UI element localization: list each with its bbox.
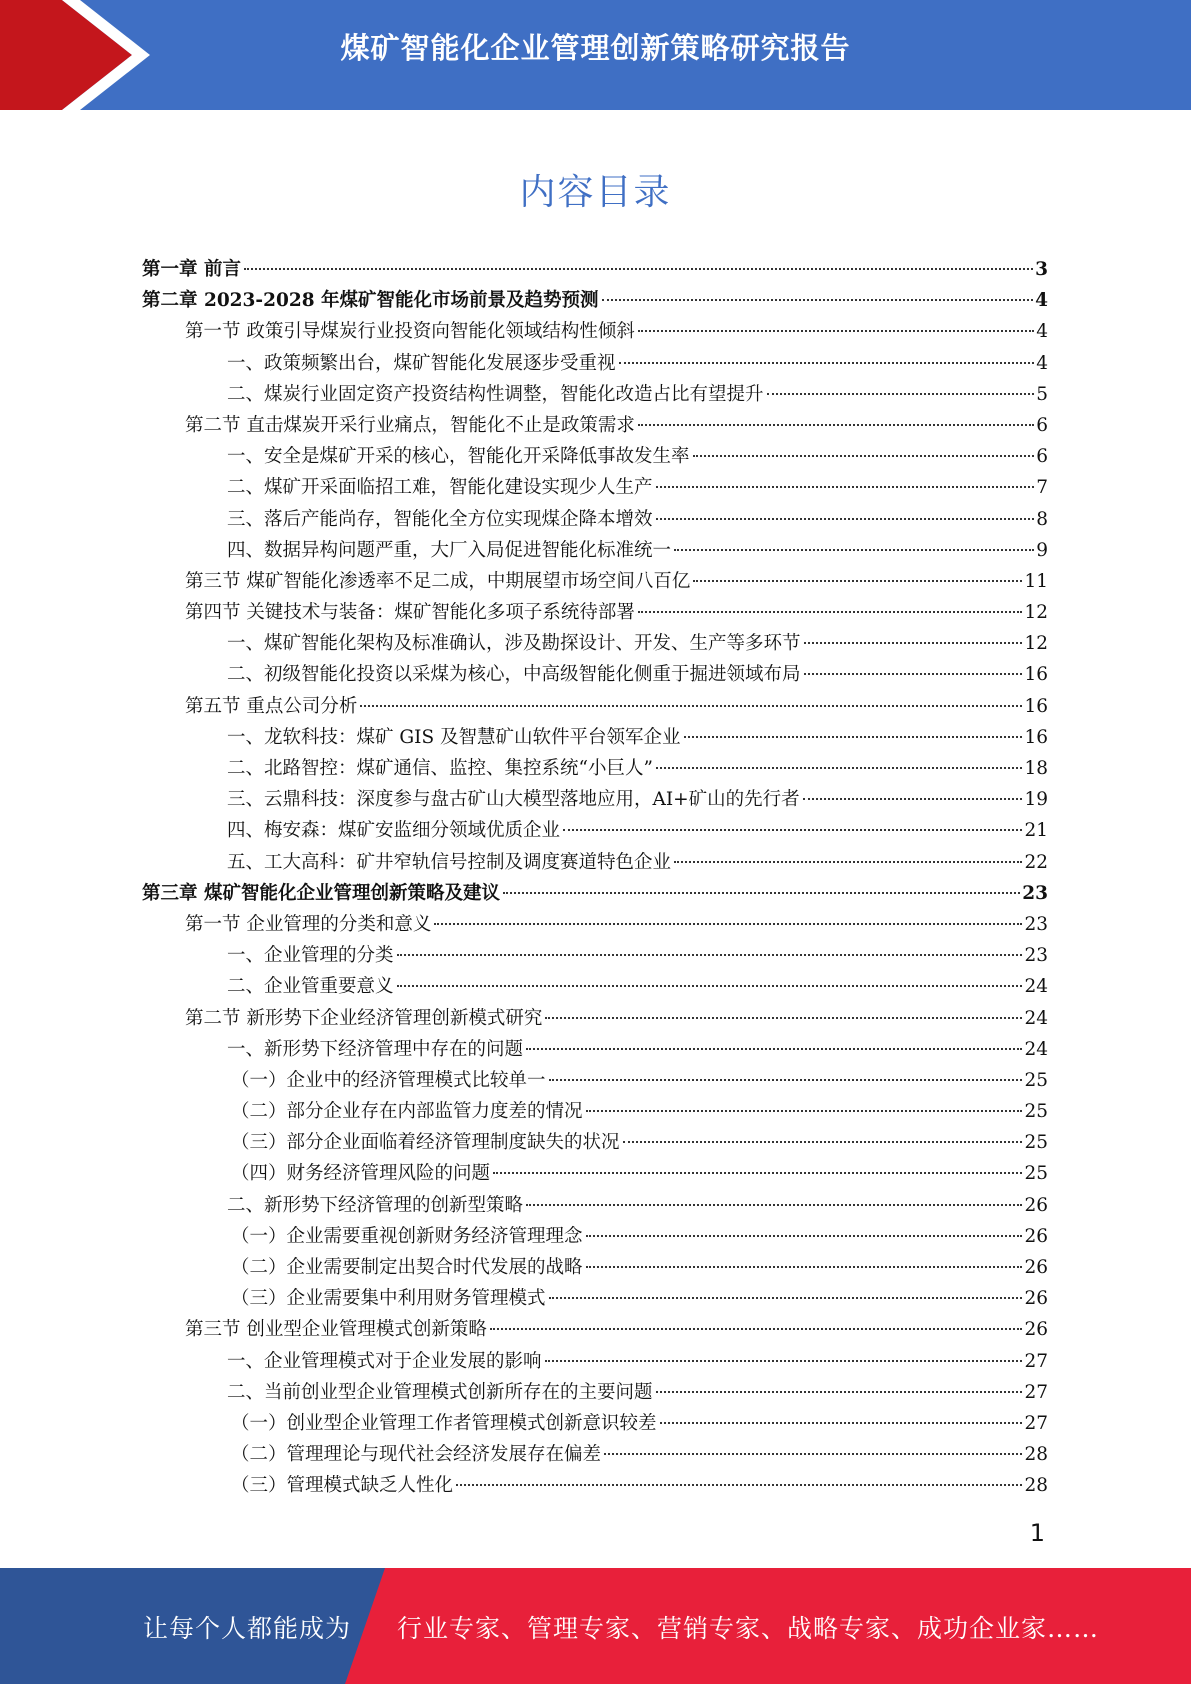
toc-dot-leader: [397, 954, 1023, 956]
toc-entry-text: 第四节 关键技术与装备：煤矿智能化多项子系统待部署: [185, 602, 635, 624]
toc-page-number: 21: [1024, 820, 1048, 842]
toc-entry[interactable]: [142, 254, 1048, 285]
footer-slogan-left: 让每个人都能成为: [143, 1614, 352, 1643]
toc-entry[interactable]: [142, 1003, 1048, 1034]
toc-entry-text: 三、云鼎科技：深度参与盘古矿山大模型落地应用，AI+矿山的先行者: [227, 789, 800, 811]
toc-dot-leader: [563, 829, 1022, 831]
toc-entry[interactable]: [142, 815, 1048, 846]
toc-entry[interactable]: [142, 753, 1048, 784]
report-title: 煤矿智能化企业管理创新策略研究报告: [340, 31, 851, 65]
toc-entry-text: 二、初级智能化投资以采煤为核心，中高级智能化侧重于掘进领域布局: [227, 664, 801, 686]
footer-slogan-right: 行业专家、管理专家、营销专家、战略专家、成功企业家……: [397, 1614, 1100, 1643]
toc-entry-text: 二、煤炭行业固定资产投资结构性调整，智能化改造占比有望提升: [227, 383, 764, 405]
toc-dot-leader: [638, 611, 1023, 613]
toc-page-number: 19: [1024, 789, 1048, 811]
toc-entry[interactable]: [142, 1190, 1048, 1221]
toc-page-number: 24: [1024, 1007, 1048, 1029]
toc-page-number: 16: [1024, 695, 1048, 717]
toc-page-number: 16: [1024, 664, 1048, 686]
toc-dot-leader: [586, 1110, 1023, 1112]
toc-dot-leader: [545, 1360, 1023, 1362]
toc-dot-leader: [586, 1266, 1023, 1268]
toc-entry[interactable]: [142, 1408, 1048, 1439]
toc-entry-text: 二、煤矿开采面临招工难，智能化建设实现少人生产: [227, 477, 653, 499]
toc-entry-text: 第一节 企业管理的分类和意义: [185, 913, 432, 935]
toc-dot-leader: [545, 1017, 1022, 1019]
toc-entry-text: 第一节 政策引导煤炭行业投资向智能化领域结构性倾斜: [185, 321, 635, 343]
toc-entry-text: （二）部分企业存在内部监管力度差的情况: [231, 1101, 583, 1123]
toc-entry[interactable]: [142, 472, 1048, 503]
toc-entry-text: 一、煤矿智能化架构及标准确认，涉及勘探设计、开发、生产等多环节: [227, 633, 801, 655]
toc-entry-text: 第二节 新形势下企业经济管理创新模式研究: [185, 1007, 543, 1029]
toc-entry[interactable]: [142, 1252, 1048, 1283]
toc-entry[interactable]: [142, 1065, 1048, 1096]
toc-page-number: 8: [1036, 508, 1048, 530]
toc-entry[interactable]: [142, 566, 1048, 597]
toc-dot-leader: [660, 1422, 1023, 1424]
toc-entry[interactable]: [142, 1470, 1048, 1501]
toc-entry-text: （三）部分企业面临着经济管理制度缺失的状况: [231, 1132, 620, 1154]
toc-page-number: 27: [1024, 1350, 1048, 1372]
toc-entry[interactable]: [142, 1439, 1048, 1470]
toc-page-number: 4: [1036, 352, 1048, 374]
toc-dot-leader: [619, 362, 1035, 364]
toc-dot-leader: [434, 923, 1022, 925]
toc-dot-leader: [397, 985, 1023, 987]
toc-entry[interactable]: [142, 909, 1048, 940]
toc-dot-leader: [490, 1328, 1023, 1330]
toc-page-number: 18: [1024, 758, 1048, 779]
toc-entry-text: 二、当前创业型企业管理模式创新所存在的主要问题: [227, 1381, 653, 1403]
toc-entry-text: 一、龙软科技：煤矿 GIS 及智慧矿山软件平台领军企业: [227, 726, 681, 748]
toc-entry[interactable]: [142, 971, 1048, 1002]
toc-page-number: 26: [1024, 1319, 1048, 1341]
toc-entry-text: 四、数据异构问题严重，大厂入局促进智能化标准统一: [227, 539, 672, 561]
toc-entry-text: 一、安全是煤矿开采的核心，智能化开采降低事故发生率: [227, 446, 690, 468]
toc-entry[interactable]: [142, 1314, 1048, 1345]
toc-dot-leader: [803, 798, 1023, 800]
toc-page-number: 23: [1022, 882, 1048, 904]
page-number: 1: [1029, 1519, 1045, 1547]
toc-entry-text: 第五节 重点公司分析: [185, 695, 358, 717]
toc-page-number: 4: [1035, 290, 1048, 312]
table-of-contents: [142, 254, 1048, 1502]
toc-entry-text: 第二章 2023-2028 年煤矿智能化市场前景及趋势预测: [142, 290, 599, 312]
toc-dot-leader: [674, 861, 1022, 863]
toc-entry[interactable]: [142, 1377, 1048, 1408]
toc-entry-text: （一）创业型企业管理工作者管理模式创新意识较差: [231, 1412, 657, 1434]
toc-entry-text: 四、梅安森：煤矿安监细分领域优质企业: [227, 820, 561, 842]
toc-page-number: 12: [1024, 602, 1048, 624]
toc-dot-leader: [244, 268, 1033, 270]
toc-entry-text: （一）企业中的经济管理模式比较单一: [231, 1069, 546, 1091]
toc-dot-leader: [804, 673, 1023, 675]
toc-entry-text: 二、新形势下经济管理的创新型策略: [227, 1194, 524, 1216]
toc-page-number: 7: [1036, 477, 1048, 499]
toc-page-number: 5: [1036, 383, 1048, 405]
toc-entry-text: 第一章 前言: [142, 259, 241, 280]
toc-entry-text: （四）财务经济管理风险的问题: [231, 1163, 491, 1185]
toc-dot-leader: [656, 518, 1035, 520]
toc-dot-leader: [360, 705, 1022, 707]
toc-page-number: 27: [1024, 1412, 1048, 1434]
toc-entry[interactable]: [142, 348, 1048, 379]
toc-entry[interactable]: [142, 410, 1048, 441]
toc-entry-text: （三）管理模式缺乏人性化: [231, 1475, 454, 1497]
toc-entry[interactable]: [142, 379, 1048, 410]
toc-entry[interactable]: [142, 1127, 1048, 1158]
toc-page-number: 25: [1024, 1163, 1048, 1185]
toc-dot-leader: [656, 1391, 1023, 1393]
toc-entry[interactable]: [142, 597, 1048, 628]
toc-entry[interactable]: [142, 1096, 1048, 1127]
toc-entry[interactable]: [142, 659, 1048, 690]
toc-entry[interactable]: [142, 1034, 1048, 1065]
toc-entry[interactable]: [142, 504, 1048, 535]
toc-page-number: 9: [1036, 539, 1048, 561]
header-chevron-decoration: [0, 0, 160, 110]
toc-page-number: 28: [1024, 1475, 1048, 1497]
toc-heading: 内容目录: [519, 172, 672, 213]
toc-entry[interactable]: [142, 285, 1048, 316]
toc-page-number: 23: [1024, 945, 1048, 967]
toc-page-number: 27: [1024, 1381, 1048, 1403]
toc-entry[interactable]: [142, 940, 1048, 971]
toc-entry-text: 一、企业管理模式对于企业发展的影响: [227, 1350, 542, 1372]
toc-entry[interactable]: [142, 316, 1048, 347]
toc-page-number: 24: [1024, 1038, 1048, 1060]
toc-dot-leader: [638, 424, 1034, 426]
toc-page-number: 26: [1024, 1225, 1048, 1247]
toc-entry-text: 三、落后产能尚存，智能化全方位实现煤企降本增效: [227, 508, 653, 530]
toc-page-number: 16: [1024, 726, 1048, 748]
toc-entry-text: （二）企业需要制定出契合时代发展的战略: [231, 1257, 583, 1278]
toc-page-number: 12: [1024, 633, 1048, 655]
toc-dot-leader: [693, 580, 1022, 582]
toc-entry-text: 五、工大高科：矿井窄轨信号控制及调度赛道特色企业: [227, 851, 672, 873]
toc-entry[interactable]: [142, 628, 1048, 659]
toc-dot-leader: [586, 1235, 1023, 1237]
toc-entry-text: （三）企业需要集中利用财务管理模式: [231, 1288, 546, 1310]
toc-page-number: 6: [1036, 414, 1048, 436]
toc-dot-leader: [767, 393, 1035, 395]
toc-entry[interactable]: [142, 441, 1048, 472]
footer-band: [0, 1568, 1191, 1684]
toc-page-number: 26: [1024, 1288, 1048, 1310]
toc-dot-leader: [526, 1048, 1022, 1050]
toc-dot-leader: [684, 736, 1023, 738]
toc-entry[interactable]: [142, 1346, 1048, 1377]
toc-page-number: 3: [1035, 259, 1048, 280]
toc-entry-text: 二、北路智控：煤矿通信、监控、集控系统“小巨人”: [227, 758, 653, 779]
toc-entry-text: 第三节 创业型企业管理模式创新策略: [185, 1319, 487, 1341]
toc-dot-leader: [526, 1204, 1022, 1206]
toc-entry-text: 第三节 煤矿智能化渗透率不足二成，中期展望市场空间八百亿: [185, 570, 691, 592]
toc-dot-leader: [549, 1297, 1023, 1299]
toc-entry[interactable]: [142, 1221, 1048, 1252]
toc-entry-text: 一、企业管理的分类: [227, 945, 394, 967]
header-band: [0, 0, 1191, 110]
toc-page-number: 28: [1024, 1444, 1048, 1466]
toc-page-number: 26: [1024, 1257, 1048, 1278]
toc-entry-text: （二）管理理论与现代社会经济发展存在偏差: [231, 1444, 602, 1466]
toc-page-number: 22: [1024, 851, 1048, 873]
toc-dot-leader: [804, 642, 1023, 644]
toc-dot-leader: [623, 1141, 1023, 1143]
toc-page-number: 6: [1036, 446, 1048, 468]
toc-entry-text: 一、政策频繁出台，煤矿智能化发展逐步受重视: [227, 352, 616, 374]
toc-dot-leader: [638, 330, 1034, 332]
toc-entry-text: 二、企业管重要意义: [227, 976, 394, 998]
toc-page-number: 25: [1024, 1101, 1048, 1123]
toc-page-number: 23: [1024, 913, 1048, 935]
toc-dot-leader: [503, 892, 1020, 894]
toc-dot-leader: [493, 1172, 1022, 1174]
toc-entry-text: （一）企业需要重视创新财务经济管理理念: [231, 1225, 583, 1247]
toc-dot-leader: [693, 455, 1035, 457]
toc-dot-leader: [656, 767, 1023, 769]
toc-entry[interactable]: [142, 847, 1048, 878]
toc-page-number: 11: [1024, 570, 1048, 592]
toc-entry[interactable]: [142, 1283, 1048, 1314]
toc-dot-leader: [549, 1079, 1023, 1081]
toc-page-number: 24: [1024, 976, 1048, 998]
toc-dot-leader: [674, 549, 1034, 551]
toc-entry[interactable]: [142, 535, 1048, 566]
toc-dot-leader: [604, 1453, 1022, 1455]
toc-entry-text: 第二节 直击煤炭开采行业痛点，智能化不止是政策需求: [185, 414, 635, 436]
toc-entry-text: 一、新形势下经济管理中存在的问题: [227, 1038, 524, 1060]
toc-entry[interactable]: [142, 1158, 1048, 1189]
toc-page-number: 25: [1024, 1069, 1048, 1091]
toc-entry[interactable]: [142, 691, 1048, 722]
toc-page-number: 4: [1036, 321, 1048, 343]
toc-dot-leader: [656, 486, 1035, 488]
toc-entry[interactable]: [142, 878, 1048, 909]
toc-page-number: 25: [1024, 1132, 1048, 1154]
toc-dot-leader: [602, 299, 1034, 301]
toc-entry[interactable]: [142, 784, 1048, 815]
toc-entry[interactable]: [142, 722, 1048, 753]
toc-page-number: 26: [1024, 1194, 1048, 1216]
toc-dot-leader: [456, 1484, 1022, 1486]
toc-entry-text: 第三章 煤矿智能化企业管理创新策略及建议: [142, 882, 500, 904]
